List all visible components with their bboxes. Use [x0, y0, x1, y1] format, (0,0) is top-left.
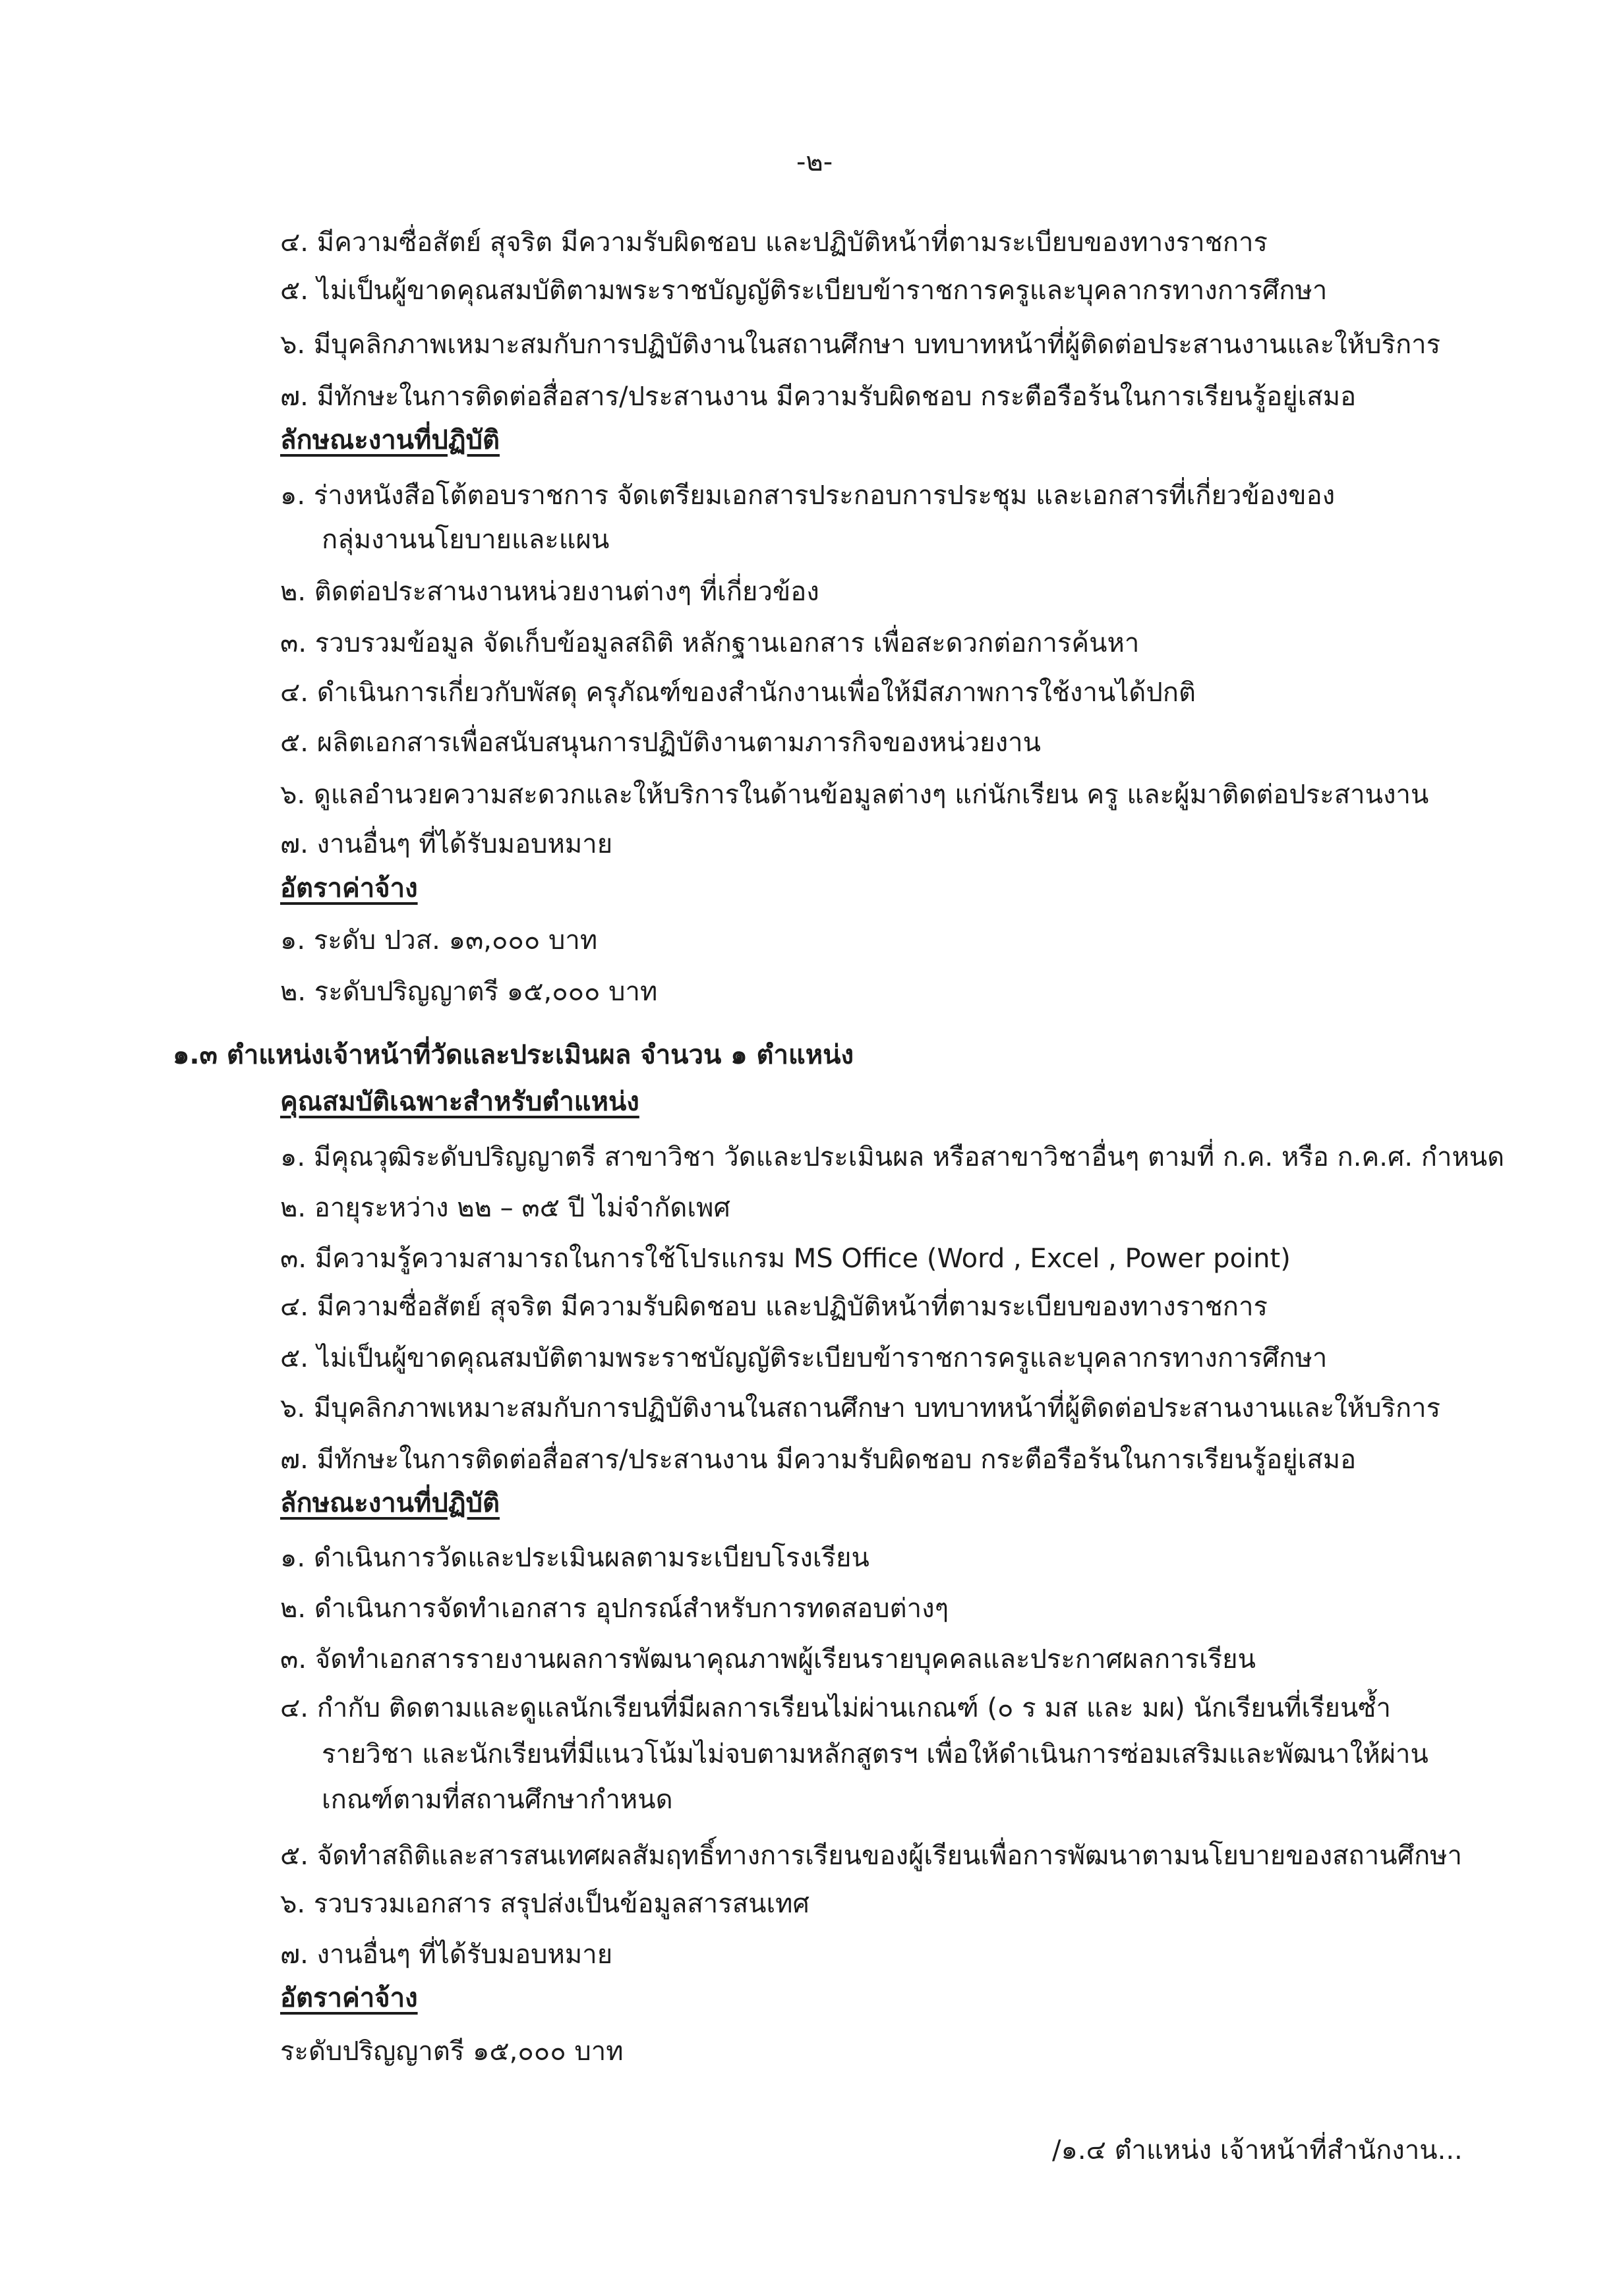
duty-item: ๖. ดูแลอำนวยความสะดวกและให้บริการในด้านข้อมูลต่างๆ แก่นักเรียน ครู และผู้มาติดต่อประสานงาน — [280, 780, 1429, 810]
position-title: ๑.๓ ตำแหน่งเจ้าหน้าที่วัดและประเมินผล จำนวน ๑ ตำแหน่ง — [173, 1040, 854, 1070]
duty-item: ๒. ติดต่อประสานงานหน่วยงานต่างๆ ที่เกี่ยวข้อง — [280, 577, 819, 607]
page-number: -๒- — [796, 147, 833, 177]
duty-item: ๔. ดำเนินการเกี่ยวกับพัสดุ ครุภัณฑ์ของสำนักงานเพื่อให้มีสภาพการใช้งานได้ปกติ — [280, 677, 1196, 708]
duty-item: ๗. งานอื่นๆ ที่ได้รับมอบหมาย — [280, 829, 613, 859]
duty-item: ๓. รวบรวมข้อมูล จัดเก็บข้อมูลสถิติ หลักฐานเอกสาร เพื่อสะดวกต่อการค้นหา — [280, 628, 1140, 658]
duty-item: ๔. กำกับ ติดตามและดูแลนักเรียนที่มีผลการเรียนไม่ผ่านเกณฑ์ (๐ ร มส และ มผ) นักเรียนที่เรียนซ้ำ — [280, 1693, 1391, 1723]
qualification-item: ๔. มีความซื่อสัตย์ สุจริต มีความรับผิดชอบ และปฏิบัติหน้าที่ตามระเบียบของทางราชการ — [280, 1292, 1268, 1322]
duty-item: ๗. งานอื่นๆ ที่ได้รับมอบหมาย — [280, 1939, 613, 1970]
duty-item: ๒. ดำเนินการจัดทำเอกสาร อุปกรณ์สำหรับการทดสอบต่างๆ — [280, 1593, 949, 1624]
wage-item: ๒. ระดับปริญญาตรี ๑๕,๐๐๐ บาท — [280, 977, 658, 1007]
qualification-item: ๕. ไม่เป็นผู้ขาดคุณสมบัติตามพระราชบัญญัติระเบียบข้าราชการครูและบุคลากรทางการศึกษา — [280, 1343, 1328, 1373]
duty-item: ๕. ผลิตเอกสารเพื่อสนับสนุนการปฏิบัติงานตามภารกิจของหน่วยงาน — [280, 728, 1041, 758]
continuation-note: /๑.๔ ตำแหน่ง เจ้าหน้าที่สำนักงาน... — [1052, 2135, 1463, 2166]
duty-item: ๑. ร่างหนังสือโต้ตอบราชการ จัดเตรียมเอกสารประกอบการประชุม และเอกสารที่เกี่ยวข้องของ — [280, 480, 1336, 511]
duties-heading: ลักษณะงานที่ปฏิบัติ — [280, 425, 500, 455]
qualification-item: ๗. มีทักษะในการติดต่อสื่อสาร/ประสานงาน มีความรับผิดชอบ กระตือรือร้นในการเรียนรู้อยู่เสมอ — [280, 1445, 1357, 1475]
duty-item-continuation: เกณฑ์ตามที่สถานศึกษากำหนด — [322, 1785, 673, 1815]
qualification-item: ๖. มีบุคลิกภาพเหมาะสมกับการปฏิบัติงานในสถานศึกษา บทบาทหน้าที่ผู้ติดต่อประสานงานและให้บริการ — [280, 1393, 1441, 1423]
duty-item: ๑. ดำเนินการวัดและประเมินผลตามระเบียบโรงเรียน — [280, 1543, 869, 1573]
wage-heading: อัตราค่าจ้าง — [280, 873, 418, 904]
qualification-item: ๔. มีความซื่อสัตย์ สุจริต มีความรับผิดชอบ และปฏิบัติหน้าที่ตามระเบียบของทางราชการ — [280, 227, 1268, 258]
wage-item: ๑. ระดับ ปวส. ๑๓,๐๐๐ บาท — [280, 925, 598, 956]
qualification-item: ๓. มีความรู้ความสามารถในการใช้โปรแกรม MS Office (Word , Excel , Power point) — [280, 1244, 1291, 1274]
qualification-item: ๕. ไม่เป็นผู้ขาดคุณสมบัติตามพระราชบัญญัติระเบียบข้าราชการครูและบุคลากรทางการศึกษา — [280, 275, 1328, 306]
qualification-item: ๗. มีทักษะในการติดต่อสื่อสาร/ประสานงาน มีความรับผิดชอบ กระตือรือร้นในการเรียนรู้อยู่เสมอ — [280, 382, 1357, 412]
duty-item: ๖. รวบรวมเอกสาร สรุปส่งเป็นข้อมูลสารสนเทศ — [280, 1889, 810, 1919]
qualification-item: ๒. อายุระหว่าง ๒๒ – ๓๕ ปี ไม่จำกัดเพศ — [280, 1193, 730, 1223]
duty-item-continuation: รายวิชา และนักเรียนที่มีแนวโน้มไม่จบตามหลักสูตรฯ เพื่อให้ดำเนินการซ่อมเสริมและพัฒนาให้ผ่าน — [322, 1739, 1428, 1769]
duties-heading: ลักษณะงานที่ปฏิบัติ — [280, 1488, 500, 1518]
wage-heading: อัตราค่าจ้าง — [280, 1983, 418, 2013]
duty-item: ๓. จัดทำเอกสารรายงานผลการพัฒนาคุณภาพผู้เรียนรายบุคคลและประกาศผลการเรียน — [280, 1644, 1256, 1675]
qualifications-heading: คุณสมบัติเฉพาะสำหรับตำแหน่ง — [280, 1087, 639, 1117]
qualification-item: ๑. มีคุณวุฒิระดับปริญญาตรี สาขาวิชา วัดและประเมินผล หรือสาขาวิชาอื่นๆ ตามที่ ก.ค. หรือ ก.ค.ศ. กำหนด — [280, 1142, 1505, 1172]
duty-item-continuation: กลุ่มงานนโยบายและแผน — [322, 525, 610, 555]
wage-item: ระดับปริญญาตรี ๑๕,๐๐๐ บาท — [280, 2036, 624, 2067]
qualification-item: ๖. มีบุคลิกภาพเหมาะสมกับการปฏิบัติงานในสถานศึกษา บทบาทหน้าที่ผู้ติดต่อประสานงานและให้บริการ — [280, 330, 1441, 360]
duty-item: ๕. จัดทำสถิติและสารสนเทศผลสัมฤทธิ์ทางการเรียนของผู้เรียนเพื่อการพัฒนาตามนโยบายของสถานศึกษา — [280, 1841, 1463, 1871]
